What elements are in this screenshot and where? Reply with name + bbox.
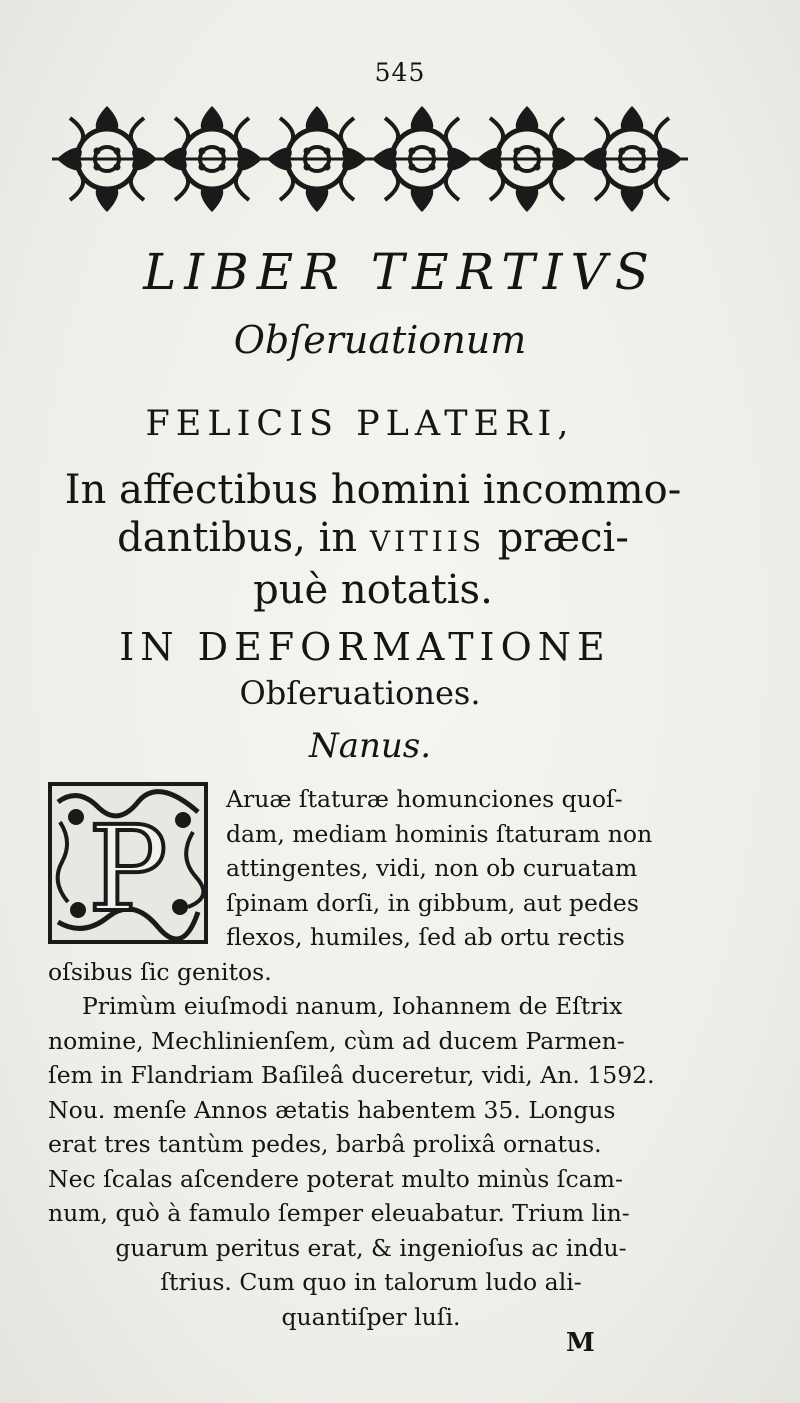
body-line: ſpinam dorſi, in gibbum, aut pedes	[226, 888, 639, 917]
chapter-description-line: dantibus, in VITIIS præci-	[117, 515, 629, 561]
observation-title: Nanus.	[308, 726, 432, 766]
body-line: num, quò à famulo ſemper eleuabatur. Trium lin-	[48, 1199, 630, 1227]
svg-text:P: P	[88, 800, 168, 938]
body-line: ſtrius. Cum quo in talorum ludo ali-	[160, 1268, 582, 1296]
body-line: quantiſper luſi.	[281, 1302, 461, 1331]
body-line: guarum peritus erat, & ingenioſus ac indu-	[115, 1233, 627, 1262]
body-line: attingentes, vidi, non ob curuatam	[226, 854, 638, 882]
body-line: flexos, humiles, ſed ab ortu rectis	[226, 923, 625, 951]
body-line: Nec ſcalas aſcendere poterat multo minùs ſcam-	[48, 1164, 623, 1193]
book-title: LIBER TERTIVS	[143, 243, 657, 301]
chapter-description	[38, 466, 708, 614]
chapter-description-line: puè notatis.	[253, 567, 493, 613]
body-line: ſem in Flandriam Baſileâ duceretur, vidi, An. 1592.	[48, 1061, 655, 1089]
book-title-subtitle: Obſeruationum	[233, 318, 527, 362]
body-line: oſsibus ſic genitos.	[48, 957, 272, 986]
ornamental-headpiece	[52, 96, 688, 222]
section-subheading: Obſeruationes.	[239, 674, 481, 712]
body-line: Primùm eiuſmodi nanum, Iohannem de Eſtrix	[82, 992, 623, 1020]
body-line: erat tres tantùm pedes, barbâ prolixâ ornatus.	[48, 1130, 602, 1158]
body-line: nomine, Mechlinienſem, cùm ad ducem Parmen-	[48, 1026, 625, 1055]
body-line: Aruæ ſtaturæ homunciones quoſ-	[226, 785, 623, 813]
chapter-description-line: In affectibus homini incommo-	[64, 467, 682, 513]
body-line: Nou. menſe Annos ætatis habentem 35. Longus	[48, 1095, 616, 1124]
observation-body	[48, 782, 694, 1334]
section-heading: IN DEFORMATIONE	[119, 625, 611, 669]
author-name: FELICIS PLATERI,	[145, 404, 575, 444]
page-number: 545	[374, 58, 426, 87]
catchword: M	[566, 1328, 595, 1358]
body-line: dam, mediam hominis ſtaturam non	[226, 819, 653, 848]
